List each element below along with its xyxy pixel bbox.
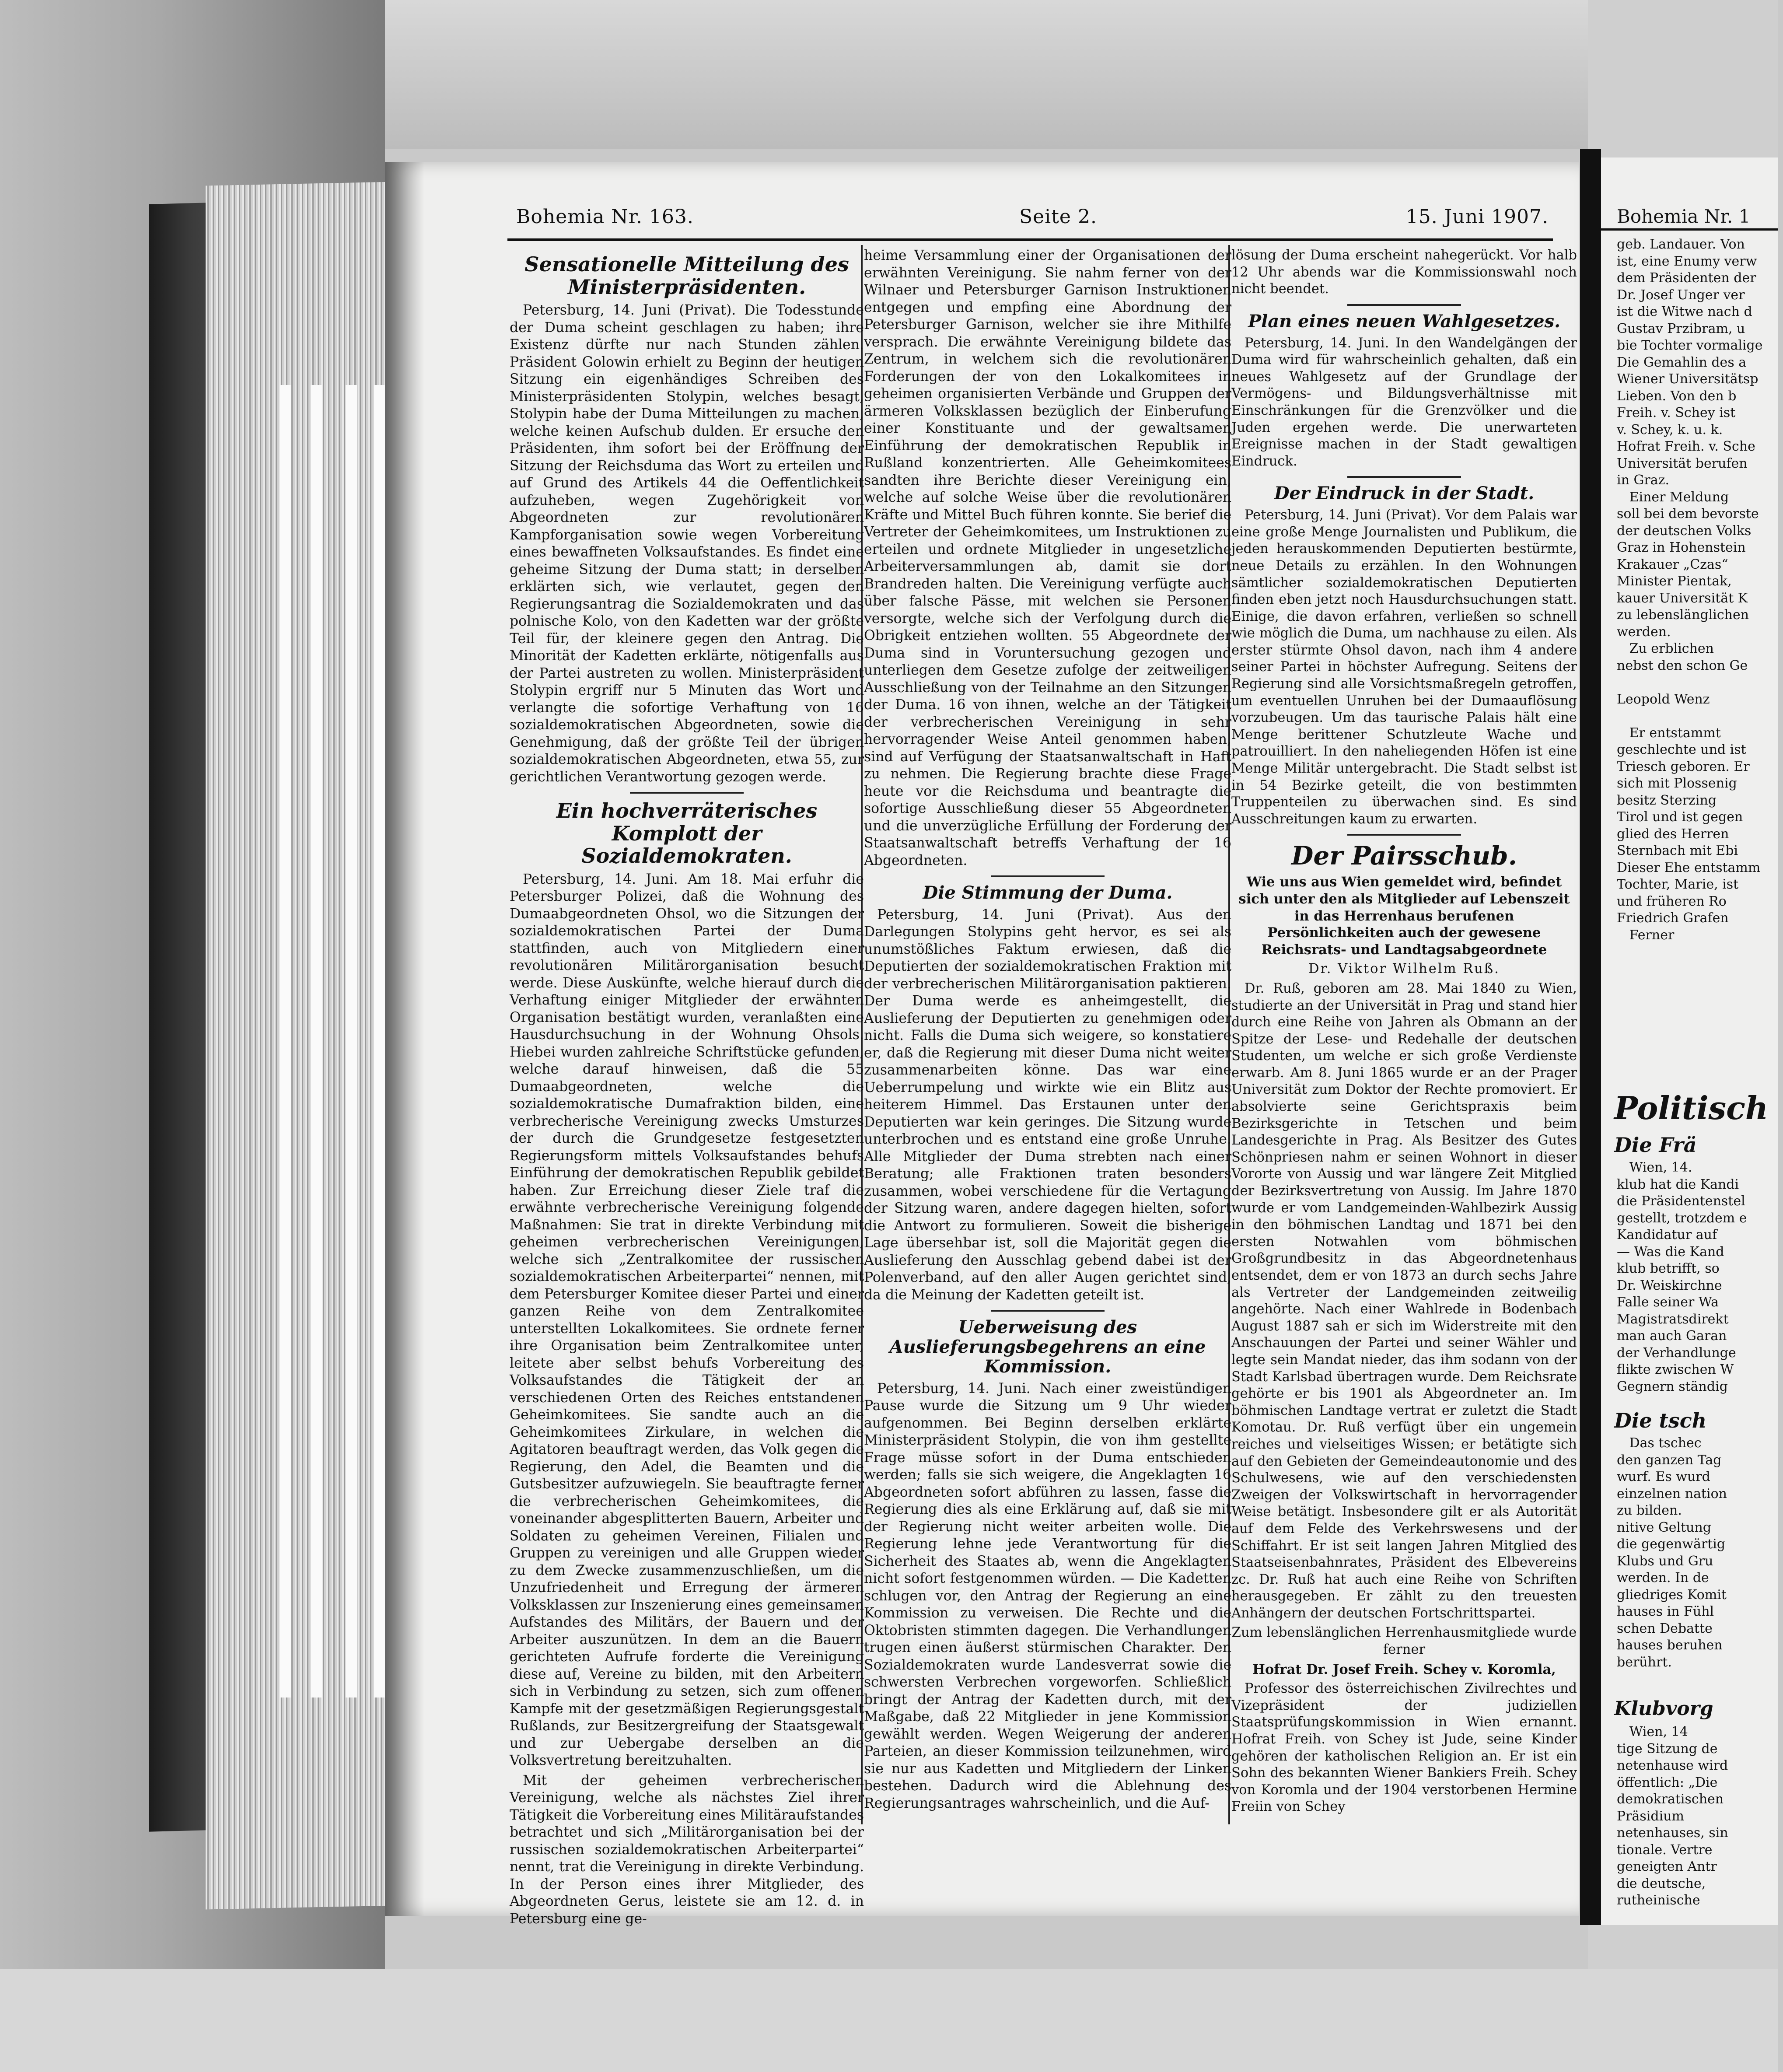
article-paragraph: Zum lebenslänglichen Herrenhausmitgliede wurde ferner: [1231, 1625, 1577, 1658]
facing-page-text: geb. Landauer. Von ist, eine Enumy verw dem Präsidenten der Dr. Josef Unger ver ist die Witwe nach d Gustav Przibram, u bie Tochter vormalige Die Gemahlin des a Wiener Universitätsp Lieben. Von den b Freih. v. Schey ist v. Schey, k. u. k. Hofrat Freih. v. Sche Universität berufen in Graz. Einer Meldung soll bei dem bevorste der deutschen Volks Graz in Hohenstein Krakauer „Czas“ Minister Pientak, kauer Universität K zu lebenslänglichen werden. Zu erblichen nebst den schon Ge Leopold Wenz Er entstammt geschlechte und ist Triesch geboren. Er sich mit Plossenig besitz Sterzing Tirol und ist gegen glied des Herren Sternbach mit Ebi Dieser Ehe entstamm Tochter, Marie, ist und früheren Ro Friedrich Grafen Ferner: [1617, 237, 1763, 943]
facing-page-subhead: Klubvorg: [1614, 1698, 1713, 1720]
facing-page: [1601, 158, 1778, 1925]
page-number: Seite 2.: [1019, 206, 1097, 228]
article-paragraph: lösung der Duma erscheint nahegerückt. Vor halb 12 Uhr abends war die Kommissionswahl noch nicht beendet.: [1231, 248, 1577, 297]
facing-page-subhead: Die tsch: [1614, 1409, 1707, 1432]
paper-issue: Bohemia Nr. 163.: [516, 206, 694, 228]
article-paragraph: Petersburg, 14. Juni. Nach einer zweistündigen Pause wurde die Sitzung um 9 Uhr wieder aufgenommen. Bei Beginn derselben erklärte Ministerpräsident Stolypin, die von ihm gestellte Frage müsse sofort in der Duma entschieden werden; falls sie sich weigere, die Angeklagten 16 Abgeordneten sofort abführen zu lassen, fasse die Regierung dies als eine Erklärung auf, daß sie mit der Regierung nicht weiter arbeiten wolle. Die Regierung lehne jede Verantwortung für die Sicherheit des Staates ab, wenn die Angeklagten nicht sofort festgenommen würden. — Die Kadetten schlugen vor, den Antrag der Regierung an eine Kommission zu verweisen. Die Rechte und die Oktobristen stimmten dagegen. Die Verhandlungen trugen einen äußerst stürmischen Charakter. Den Sozialdemokraten wurde Landesverrat sowie die schwersten Verbrechen vorgeworfen. Schließlich bringt der Antrag der Kadetten durch, mit der Maßgabe, daß 22 Mitglieder in jene Kommission gewählt werden. Wegen Weigerung der anderen Parteien, an dieser Kommission teilzunehmen, wird sie nur aus Kadetten und Mitgliedern der Linken bestehen. Dadurch wird die Ablehnung des Regierungsantrages wahrscheinlich, und die Auf-: [864, 1380, 1231, 1811]
article-paragraph: Petersburg, 14. Juni (Privat). Vor dem Palais war eine große Menge Journalisten und Publikum, die jeden herauskommenden Deputierten bestürmte, neue Details zu erzählen. In den Wohnungen sämtlicher sozialdemokratischen Deputierten finden eben jetzt noch Hausdurchsuchungen statt. Einige, die davon erfahren, verließen so schnell wie möglich die Duma, um nachhause zu eilen. Als erster stürmte Ohsol davon, nach ihm 4 andere seiner Partei in höchster Aufregung. Seitens der Regierung sind alle Vorsichtsmaßregeln getroffen, um eventuellen Unruhen bei der Dumaauflösung vorzubeugen. Um das taurische Palais hält eine Menge berittener Schutzleute Wache und patrouilliert. In den naheliegenden Höfen ist eine Menge Militär untergebracht. Die Stadt selbst ist in 54 Bezirke geteilt, die von bestimmten Truppenteilen zu überwachen sind. Es sind Ausschreitungen kaum zu erwarten.: [1231, 508, 1577, 827]
scan-background-top: [385, 0, 1588, 149]
facing-page-headline: Politisch: [1614, 1089, 1769, 1127]
headline: Ein hochverräterisches Komplott der Sozialdemokraten.: [556, 799, 818, 868]
column-1: [510, 247, 864, 1927]
headline: Der Pairsschub.: [1291, 841, 1517, 871]
article-paragraph: heime Versammlung einer der Organisationen der erwähnten Vereinigung. Sie nahm ferner von der Wilnaer und Petersburger Garnison Instruktionen entgegen und empfing eine Abordnung der Petersburger Garnison, welcher sie ihre Mithilfe versprach. Die erwähnte Vereinigung bildete das Zentrum, in welchem sich die revolutionären Forderungen der von den Lokalkomitees in geheimen organisierten Verbände und Gruppen der ärmeren Volksklassen bezüglich der Einberufung einer Konstituante und der gewaltsamen Einführung der demokratischen Republik in Rußland konzentrierten. Alle Geheimkomitees sandten ihre Berichte dieser Vereinigung ein, welche auf solche Weise über die revolutionären Kräfte und Mittel Buch führen konnte. Sie berief die Vertreter der Geheimkomitees, um Instruktionen zu erteilen und ordnete Mitglieder in ungesetzliche Arbeiterversammlungen ab, damit sie dort Brandreden halten. Die Vereinigung verfügte auch über falsche Pässe, mit welchen sie Personen versorgte, welche sich der Verfolgung durch die Obrigkeit entziehen wollten. 55 Abgeordnete der Duma sind in Voruntersuchung gezogen und unterliegen dem Gesetze zufolge der zeitweiligen Ausschließung von der Teilnahme an den Sitzungen der Duma. 16 von ihnen, welche an der Tätigkeit der verbrecherischen Vereinigung in sehr hervorragender Weise Anteil genommen haben, sind auf Verfügung der Staatsanwaltschaft in Haft zu nehmen. Die Regierung brachte diese Frage heute vor die Reichsduma und beantragte die sofortige Ausschließung dieser 55 Abgeordneten und die unverzügliche Erfüllung der Forderung der Staatsanwaltschaft betreffs Verhaftung der 16 Abgeordneten.: [864, 248, 1231, 868]
facing-page-rule: [1601, 228, 1778, 231]
person-name: Dr. Viktor Wilhelm Ruß.: [1308, 961, 1500, 977]
article-separator: [991, 1310, 1105, 1312]
gutter-shadow: [385, 162, 424, 1916]
article-separator: [1347, 476, 1461, 478]
article-paragraph: Dr. Ruß, geboren am 28. Mai 1840 zu Wien, studierte an der Universität in Prag und stand hier durch eine Reihe von Jahren als Obmann an der Spitze der Lese- und Redehalle der deutschen Studenten, um welche er sich große Verdienste erwarb. Am 8. Juni 1865 wurde er an der Prager Universität zum Doktor der Rechte promoviert. Er absolvierte seine Gerichtspraxis beim Bezirksgerichte in Tetschen und beim Landesgerichte in Prag. Als Besitzer des Gutes Schönpriesen nahm er seinen Wohnort in dieser Vororte von Aussig und war längere Zeit Mitglied der Bezirksvertretung von Aussig. Im Jahre 1870 wurde er vom Landgemeinden-Wahlbezirk Aussig in den böhmischen Landtag und 1871 bei den ersten Notwahlen vom böhmischen Großgrundbesitz in das Abgeordnetenhaus entsendet, dem er von 1873 an durch sechs Jahre als Vertreter der Landgemeinden zeitweilig angehörte. Nach einer Wahlrede in Bodenbach August 1887 sah er sich im Widerstreite mit den Anschauungen der Partei und seiner Wähler und legte sein Mandat nieder, das ihm sodann von der Stadt Karlsbad übertragen wurde. Dem Reichsrate gehörte er bis 1901 als Abgeordneter an. Im böhmischen Landtage vertrat er zuletzt die Stadt Komotau. Dr. Ruß verfügt über ein ungemein reiches und vielseitiges Wissen; er betätigte sich auf den Gebieten der Gemeindeautonomie und des Schulwesens, wie auf den verschiedensten Zweigen der Volkswirtschaft in hervorragender Weise betätigt. Insbesondere gilt er als Autorität auf dem Felde des Verkehrswesens und der Schiffahrt. Er ist seit langen Jahren Mitglied des Staatseisenbahnrates, Präsident des Elbevereins zc. Dr. Ruß hat auch eine Reihe von Schriften herausgegeben. Er zählt zu den treuesten Anhängern der deutschen Fortschrittspartei.: [1231, 980, 1577, 1621]
article-paragraph: Petersburg, 14. Juni. Am 18. Mai erfuhr die Petersburger Polizei, daß die Wohnung des Dumaabgeordneten Ohsol, wo die Sitzungen der sozialdemokratischen Partei der Duma stattfinden, auch von Mitgliedern einer revolutionären Militärorganisation besucht werde. Diese Auskünfte, welche hierauf durch die Verhaftung einiger Mitglieder der erwähnten Organisation bestätigt wurden, veranlaßten eine Hausdurchsuchung in der Wohnung Ohsols. Hiebei wurden zahlreiche Schriftstücke gefunden, welche darauf hinweisen, daß die 55 Dumaabgeordneten, welche die sozialdemokratische Dumafraktion bilden, eine verbrecherische Vereinigung zwecks Umsturzes der durch die Grundgesetze festgesetzten Regierungsform mittels Volksaufstandes behufs Einführung der demokratischen Republik gebildet haben. Zur Erreichung dieser Ziele traf die erwähnte verbrecherische Vereinigung folgende Maßnahmen: Sie trat in direkte Verbindung mit geheimen verbrecherischen Vereinigungen, welche sich „Zentralkomitee der russischen sozialdemokratischen Arbeiterpartei“ nennen, mit dem Petersburger Komitee dieser Partei und einer ganzen Reihe von dem Zentralkomitee unterstellten Lokalkomitees. Sie ordnete ferner ihre Organisation beim Zentralkomitee unter, leitete aber selbst behufs Vorbereitung des Volksaufstandes die Tätigkeit der an verschiedenen Orten des Reiches entstandenen Geheimkomitees. Sie sandte auch an die Geheimkomitees Zirkulare, in welchen die Agitatoren beauftragt werden, das Volk gegen die Regierung, den Adel, die Beamten und die Gutsbesitzer aufzuwiegeln. Sie beauftragte ferner die verbrecherischen Geheimkomitees, die voneinander abgesplitterten Bauern, Arbeiter und Soldaten zu geheimen Vereinen, Filialen und Gruppen zu vereinigen und alle Gruppen wieder zu dem Zwecke zusammenzuschließen, um die Unzufriedenheit und Erregung der ärmeren Volksklassen zur Inszenierung eines gemeinsamen Aufstandes des Militärs, der Bauern und der Arbeiter auszunützen. In dem an die Bauern gerichteten Aufrufe forderte die Vereinigung diese auf, Vereine zu bilden, mit den Arbeitern sich in Verbindung zu setzen, sich zum offenen Kampfe mit der gesetzmäßigen Regierungsgestalt Rußlands, zur Besitzergreifung der Staatsgewalt und zur Uebergabe derselben an die Volksvertretung bereitzuhalten.: [510, 871, 864, 1769]
facing-page-text: Das tschec den ganzen Tag wurf. Es wurd einzelnen nation zu bilden. nitive Geltung die gegenwärtig Klubs und Gru werden. In de gliedriges Komit hauses in Fühl schen Debatte hauses beruhen berührt.: [1617, 1435, 1727, 1670]
article-paragraph: Professor des österreichischen Zivilrechtes und Vizepräsident der judiziellen Staatsprüfungskommission in Wien ernannt. Hofrat Freih. von Schey ist Jude, seine Kinder gehören der katholischen Religion an. Er ist ein Sohn des bekannten Wiener Bankiers Freih. Schey von Koromla und der 1904 verstorbenen Hermine Freiin von Schey: [1231, 1681, 1577, 1815]
headline: Ueberweisung des Auslieferungsbegehrens an eine Kommission.: [889, 1317, 1206, 1377]
article-separator: [1347, 834, 1461, 836]
article-paragraph: Mit der geheimen verbrecherischen Vereinigung, welche als nächstes Ziel ihrer Tätigkeit die Vorbereitung eines Militäraufstandes betrachtet und sich „Militärorganisation bei der russischen sozialdemokratischen Arbeiterpartei“ nennt, trat die Vereinigung in direkte Verbindung. In der Person eines ihrer Mitglieder, des Abgeordneten Gerus, leistete sie am 12. d. in Petersburg eine ge-: [510, 1772, 864, 1927]
facing-page-subhead: Die Frä: [1614, 1133, 1697, 1157]
article-separator: [991, 875, 1105, 877]
article-paragraph: Petersburg, 14. Juni (Privat). Die Todesstunde der Duma scheint geschlagen zu haben; ihre Existenz dürfte nur nach Stunden zählen. Präsident Golowin erhielt zu Beginn der heutigen Sitzung ein eigenhändiges Schreiben des Ministerpräsidenten Stolypin, welches besagt, Stolypin habe der Duma Mitteilungen zu machen, welche keinen Aufschub dulden. Er ersuche den Präsidenten, ihm sofort bei der Eröffnung der Sitzung der Reichsduma das Wort zu erteilen und auf Grund des Artikels 44 die Oeffentlichkeit aufzuheben, wegen Zugehörigkeit von Abgeordneten zur revolutionären Kampforganisation sowie wegen Vorbereitung eines bewaffneten Volksaufstandes. Es findet eine geheime Sitzung der Duma statt; in derselben erklärten sich, wie verlautet, gegen den Regierungsantrag die Sozialdemokraten und das polnische Kolo, von den Kadetten war der größte Teil für, der kleinere gegen den Antrag. Die Minorität der Kadetten erklärte, nötigenfalls aus der Partei austreten zu wollen. Ministerpräsident Stolypin ergriff nur 5 Minuten das Wort und verlangte die sofortige Verhaftung von 16 sozialdemokratischen Abgeordneten, sowie die Genehmigung, daß der größte Teil der übrigen sozialdemokratischen Abgeordneten, etwa 55, zur gerichtlichen Verantwortung gezogen werde.: [510, 302, 864, 785]
facing-page-head: Bohemia Nr. 1: [1617, 206, 1751, 227]
headline: Sensationelle Mitteilung des Ministerpräsidenten.: [524, 252, 849, 299]
headline: Plan eines neuen Wahlgesetzes.: [1248, 311, 1560, 332]
column-2: [864, 247, 1231, 1822]
article-separator: [630, 792, 744, 794]
article-paragraph: Petersburg, 14. Juni. In den Wandelgängen der Duma wird für wahrscheinlich gehalten, daß ein neues Wahlgesetz auf der Grundlage der Vermögens- und Bildungsverhältnisse mit Einschränkungen für die Grenzvölker und die Juden ergehen werde. Die unerwarteten Ereignisse machen in der Stadt gewaltigen Eindruck.: [1231, 335, 1577, 469]
scan-background-bottom: [0, 1969, 1778, 2072]
article-paragraph: Petersburg, 14. Juni (Privat). Aus den Darlegungen Stolypins geht hervor, es sei als unumstößliches Faktum erwiesen, daß die Deputierten der sozialdemokratischen Fraktion mit der verbrecherischen Militärorganisation paktieren. Der Duma werde es anheimgestellt, die Auslieferung der Deputierten zu genehmigen oder nicht. Falls die Duma sich weigere, so konstatiere er, daß die Regierung mit dieser Duma nicht weiter zusammenarbeiten könne. Das war eine Ueberrumpelung und wirkte wie ein Blitz aus heiterem Himmel. Das Erstaunen unter den Deputierten war kein geringes. Die Sitzung wurde unterbrochen und es entstand eine große Unruhe. Alle Mitglieder der Duma strebten nach einer Beratung; alle Fraktionen traten besonders zusammen, wobei verschiedene für die Vertagung der Sitzung waren, andere dagegen hielten, sofort die Antwort zu formulieren. Soweit die bisherige Lage übersehbar ist, soll die Majorität gegen die Auslieferung den Ausschlag gebend dabei ist der Polenverband, auf den aller Augen gerichtet sind, da die Meinung der Kadetten geteilt ist.: [864, 906, 1231, 1303]
column-3: [1231, 247, 1577, 1822]
headline: Der Eindruck in der Stadt.: [1274, 483, 1535, 504]
facing-page-text: Wien, 14. klub hat die Kandi die Präsidentenstel gestellt, trotzdem e Kandidatur auf — Was die Kand klub betrifft, so Dr. Weiskirchne Falle seiner Wa Magistratsdirekt man auch Garan der Verhandlunge flikte zwischen W Gegnern ständig: [1617, 1160, 1747, 1394]
article-separator: [1347, 304, 1461, 306]
header-rule: [507, 238, 1553, 241]
facing-page-text: Wien, 14 tige Sitzung de netenhause wird öffentlich: „Die demokratischen Präsidium netenhauses, sin tionale. Vertre geneigten Antr die deutsche, rutheinische: [1617, 1724, 1728, 1908]
issue-date: 15. Juni 1907.: [1405, 206, 1549, 228]
facing-page-gutter: [1580, 149, 1601, 1925]
article-lead: Wie uns aus Wien gemeldet wird, befindet sich unter den als Mitglieder auf Lebenszeit in das Herrenhaus berufenen Persönlichkeiten auch der gewesene Reichsrats- und Landtagsabgeordnete: [1238, 874, 1570, 958]
person-name: Hofrat Dr. Josef Freih. Schey v. Koromla,: [1252, 1661, 1556, 1677]
page-markers: [280, 385, 394, 1698]
headline: Die Stimmung der Duma.: [923, 882, 1173, 903]
running-head: [516, 206, 1549, 241]
